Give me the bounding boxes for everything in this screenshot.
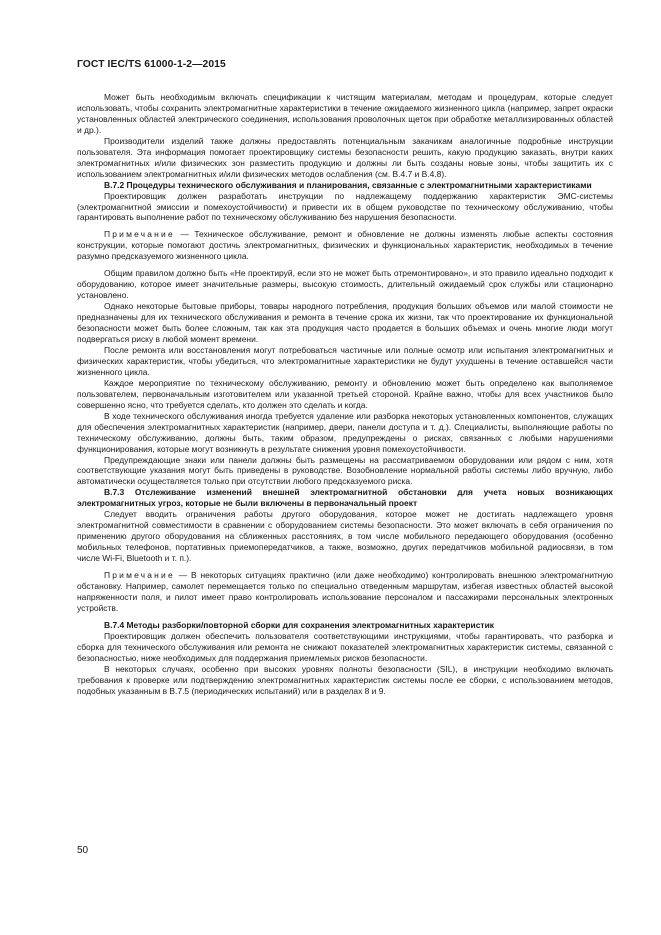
paragraph: Предупреждающие знаки или панели должны быть размещены на рассматриваемом оборудовании или рядом с ним, хотя соответствующие указания могут быть приведены в руководстве. Возобновление нормальной работы системы либо вручную, либо автоматически осуществляется только при отсутствии любого предсказуемого риска. [77,454,613,487]
section-heading-b74: В.7.4 Методы разборки/повторной сборки для сохранения электромагнитных характеристик [104,619,494,630]
note-label: Примечание [104,570,175,581]
paragraph: Следует вводить ограничения работы другого оборудования, которое может не достигать надлежащего уровня электромагнитной совместимости в сравнении с оборудованием системы безопасности. Это может включать в себя ограничения по применению другого оборудования на сближенных расстояниях, в том числе мобильного передающего оборудования (особенно мобильных телефонов, портативных приемопередатчиков, а также, возможно, других передатчиков мобильной радиосвязи, в том числе Wi-Fi, Bluetooth и т. п.). [77,509,613,564]
section-heading-b73: В.7.3 Отслеживание изменений внешней электромагнитной обстановки для учета новых возникающих электромагнитных угроз, которые не были включены в первоначальный проект [77,487,613,509]
note-text: — В некоторых ситуациях практично (или даже необходимо) контролировать внешнюю электромагнитную обстановку. Например, самолет перемещается только по специально отведенным маршрутам, избегая известных областей высокой напряженности поля, и пилот имеет право контролировать использование персоналом и пассажирами персональных электронных устройств. [77,570,613,613]
paragraph: В ходе технического обслуживания иногда требуется удаление или разборка некоторых установленных компонентов, служащих для обеспечения электромагнитных характеристик (например, двери, панели доступа и т. д.). Специалисты, выполняющие работы по техническому обслуживанию, должны быть, таким образом, предупреждены о рисках, связанных с любыми нарушениями функционирования, которые могут возникнуть в результате снижения уровня помехоустойчивости. [77,410,613,454]
document-header: ГОСТ IEC/TS 61000-1-2—2015 [77,59,226,70]
paragraph: В некоторых случаях, особенно при высоких уровнях полноты безопасности (SIL), в инструкции необходимо включать требования к проверке или подтверждению электромагнитных характеристик системы после ее сборки, с использованием методов, подобных указанным в В.7.5 (периодических испытаний) или в разделах 8 и 9. [77,663,613,696]
page-number: 50 [77,845,89,856]
paragraph: Может быть необходимым включать спецификации к чистящим материалам, методам и процедурам, которые следует использовать, чтобы сохранить электромагнитные характеристики в течение ожидаемого жизненного цикла (например, запрет окраски установленных областей электрического соединения, использования проволочных щеток при обработке металлизированных областей и др.). [77,92,613,135]
note-text: — Техническое обслуживание, ремонт и обновление не должны изменять любые аспекты состояния конструкции, которые помогают достичь электромагнитных, физических и функциональных характеристик, необходимых в течение разумно предсказуемого жизненного цикла. [77,229,613,262]
paragraph: Общим правилом должно быть «Не проектируй, если это не может быть отремонтировано», и это правило идеально подходит к оборудованию, которое имеет значительные размеры, высокую стоимость, длительный ожидаемый срок службы или стационарно установлено. [77,268,613,301]
paragraph: Производители изделий также должны предоставлять потенциальным закачикам аналогичные подробные инструкции пользователя. Эта информация помогает проектировщику системы безопасности решить, какую продукцию заказать, внутри каких электромагнитных и/или физических зон разместить продукцию и должны ли быть созданы новые зоны, чтобы защитить их с использованием электромагнитных и/или физических методов ослабления (см. В.4.7 и В.4.8). [77,135,613,179]
document-body [77,92,613,697]
note-label: Примечание [104,229,175,240]
paragraph: Однако некоторые бытовые приборы, товары народного потребления, продукция больших объемов или малой стоимости не предназначены для их технического обслуживания и ремонта в течение срока их жизни, так что проектирование их функциональной безопасности может быть более сложным, так как эта продукция часто продается в больших объемах и очень многие люди могут подвергаться риску в любой момент времени. [77,301,613,345]
section-heading-b72: В.7.2 Процедуры технического обслуживания и планирования, связанные с электромагнитными характеристиками [104,179,592,190]
paragraph: Каждое мероприятие по техническому обслуживанию, ремонту и обновлению может быть определено как выполняемое пользователем, первоначальным изготовителем или указанной третьей стороной. Крайне важно, чтобы для всех участников было совершенно ясно, что требуется сделать, кто должен это сделать и когда. [77,377,613,410]
note [77,570,613,614]
note [77,229,613,262]
paragraph: После ремонта или восстановления могут потребоваться частичные или полные осмотр или испытания электромагнитных и физических характеристик, чтобы убедиться, что электромагнитные характеристики не будут ухудшены в течение оставшейся части жизненного цикла. [77,344,613,377]
paragraph: Проектировщик должен обеспечить пользователя соответствующими инструкциями, чтобы гарантировать, что разборка и сборка для технического обслуживания или ремонта не снижают показателей электромагнитных характеристик системы, связанной с безопасностью, ниже необходимых для поддержания приемлемых рисков безопасности. [77,630,613,663]
paragraph: Проектировщик должен разработать инструкции по надлежащему поддержанию характеристик ЭМС-системы (электромагнитной эмиссии и помехоустойчивости) и привести их в общем руководстве по техническому обслуживанию, чтобы гарантировать выполнение работ по техническому обслуживанию без нарушения безопасности. [77,190,613,223]
